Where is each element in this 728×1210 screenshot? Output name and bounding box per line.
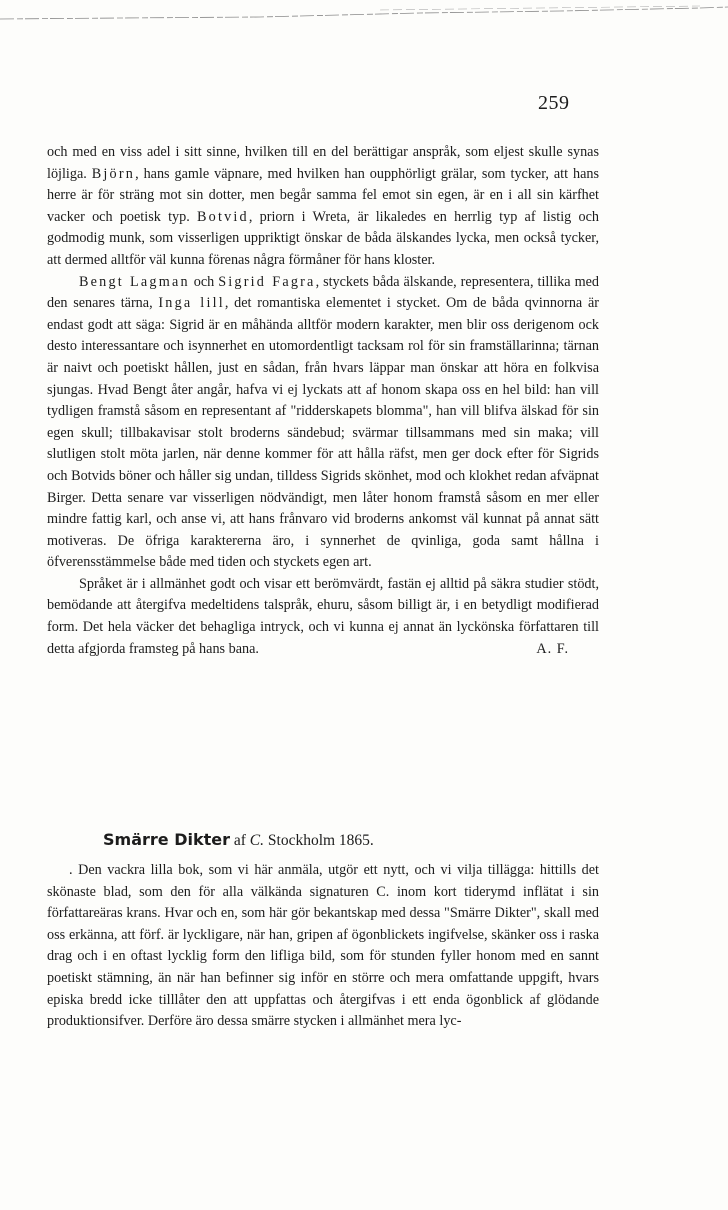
text-run: Språket är i allmänhet godt och visar ett berömvärdt, fastän ej alltid på säkra studier stödt, bemödande att återgifva medeltidens talspråk, ehuru, såsom billigt är, i en betydligt modifierad form. Det hela väcker det behagliga intryck, och vi kunna ej annat än lyckönska författaren till detta afgjorda framsteg på hans bana.	[47, 575, 599, 657]
paragraph-review-body	[47, 860, 599, 1033]
character-name-bengt: Bengt Lagman	[79, 273, 190, 290]
text-run: , styckets båda älskande, representera, tillika med den senares tärna,	[47, 273, 599, 312]
review-heading	[103, 830, 374, 850]
author-initial: C.	[249, 832, 265, 849]
byline-prefix: af	[230, 832, 250, 849]
review-smarre-dikter	[47, 860, 599, 1033]
page-number: 259	[538, 92, 570, 114]
text-run: Den vackra lilla bok, som vi här anmäla, utgör ett nytt, och vi vilja tillägga: hittills det skönaste blad, som den för alla välkända signaturen C. inom kort tiderymd inflätat i sin författareäras krans. Hvar och en, som här gör bekantskap med dessa "Smärre Dikter", skall med oss erkänna, att förf. är lyckligare, när han, gripen af ögonblickets ingifvelse, skänker oss i raska drag och i en oftast lycklig form den lifliga bild, som för stunden fyller honom med en sannt poetiskt stämning, än när han befinner sig inför en större och mera omfattande uppgift, hvars episka bredd icke tilllåter den att uppfattas och återgifvas i ett enda ögonblick af glödande produktionsifver. Derföre äro dessa smärre stycken i allmänhet mera lyc-	[47, 862, 599, 1030]
character-name-botvid: Botvid	[197, 208, 249, 225]
place-year: Stockholm 1865.	[264, 832, 374, 849]
text-run: och	[189, 273, 219, 290]
text-run: , hans gamle väpnare, med hvilken han oupphörligt grälar, som tycker, att hans herre är för sträng mot sin dotter, men begår samma fel emot sin egen, är en i all sin kärfhet vacker och poetisk typ.	[47, 165, 599, 225]
text-run: , det romantiska elementet i stycket. Om de båda qvinnorna är endast godt att säga: Sigrid är en måhända alltför modern karakter, men blir oss derigenom ock desto interessantare och isynnerhet en utomordentligt tacksam rol för sin framställarinna; tärnan är naivt och poetiskt hållen, just en sådan, från hvars läppar man önskar att höra en folkvisa sjungas. Hvad Bengt åter angår, hafva vi ej lyckats att af honom skapa oss en hel bild: han vill tydligen framstå såsom en representant af "ridderskapets blomma", han vill blifva älskad för sin egen skull; tillbakavisar stolt broderns sändebud; svärmar tillsammans med sin maka; vill slutligen stolt möta jarlen, när denne kommer för att hålla räfst, men ger dock efter för Sigrids och Botvids böner och håller sig undan, tilldess Sigrids skönhet, mod och klokhet redan afväpnat Birger. Detta senare var visserligen nödvändigt, men låter honom framstå såsom en mer eller mindre fattig karl, och anse vi, att hans frånvaro vid broderns ankomst väl kunnat på annat sätt motiveras. De öfriga karaktererna äro, i synnerhet de qvinliga, goda samt hållna i öfverensstämmelse både med tiden och styckets egen art.	[47, 295, 599, 571]
review-title: Smärre Dikter	[103, 830, 230, 849]
character-name-sigrid: Sigrid Fagra	[218, 273, 316, 290]
paragraph-characters	[47, 142, 599, 272]
text-run: och med en viss adel i sitt sinne, hvilken till en del berättigar anspråk, som eljest skulle synas löjliga.	[47, 144, 599, 182]
reviewer-signature: A. F.	[536, 640, 569, 657]
character-name-inga: Inga lill	[158, 295, 225, 312]
scan-edge-marks	[0, 0, 728, 22]
review-continuation	[47, 142, 599, 660]
text-run: , priorn i Wreta, är likaledes en herrlig typ af listig och godmodig munk, som visserligen uppriktigt önskar de båda älskandes lycka, men också tycker, att dermed alltför väl kunna förenas några förmåner för hans kloster.	[47, 208, 599, 268]
character-name-bjorn: Björn	[91, 165, 136, 182]
paragraph-lovers	[47, 272, 599, 574]
paragraph-language	[47, 574, 599, 660]
text-run: .	[69, 862, 79, 878]
